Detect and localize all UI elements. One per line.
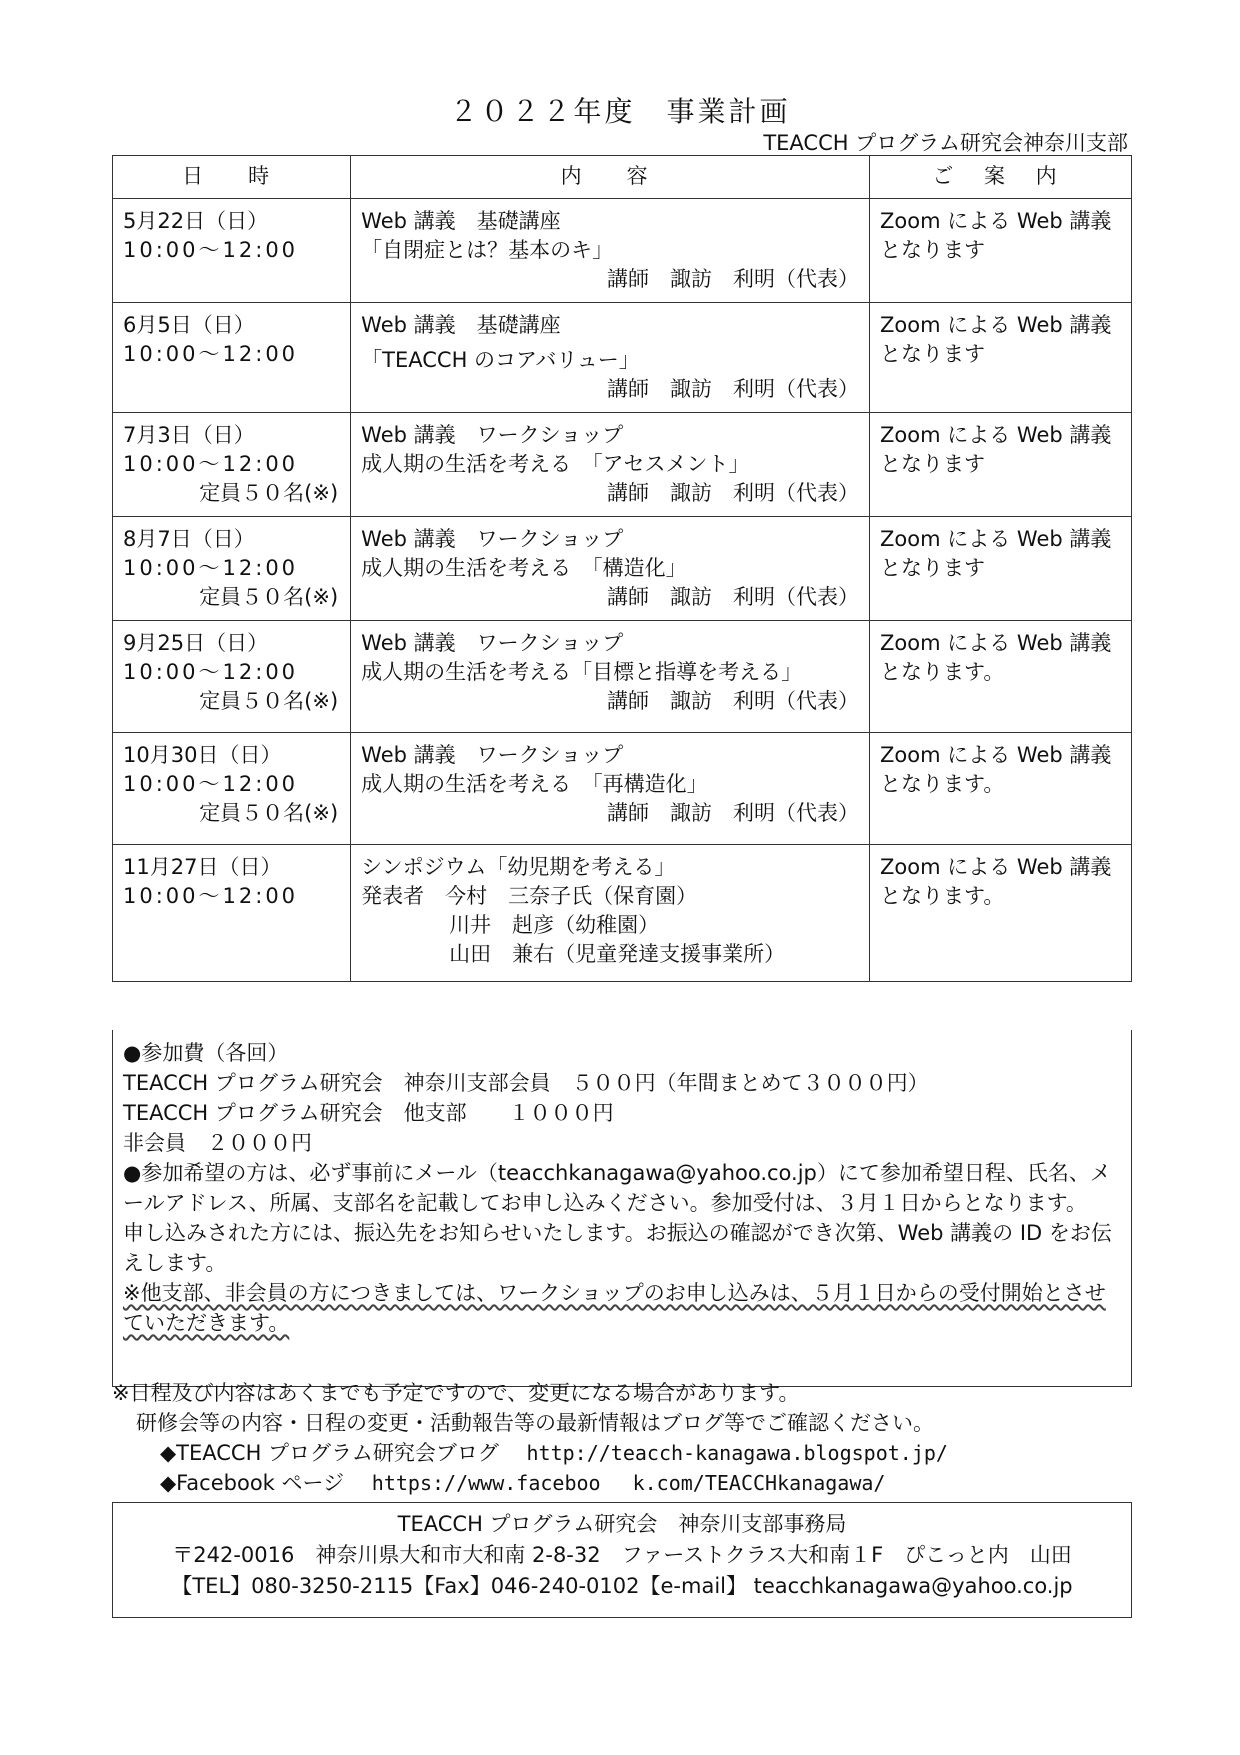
header-datetime: 日 時 (113, 156, 351, 199)
header-content: 内 容 (351, 156, 870, 199)
fee-other-branch: TEACCH プログラム研究会 他支部 １０００円 (123, 1101, 614, 1125)
table-row (113, 303, 1132, 413)
datetime-cell (113, 517, 351, 621)
content-cell (351, 199, 870, 303)
guide-line: となります (880, 342, 986, 366)
content-line: Web 講義 ワークショップ (361, 527, 624, 551)
guide-line: となります。 (880, 884, 1005, 908)
content-line: シンポジウム「幼児期を考える」 (361, 855, 676, 879)
content-line: 成人期の生活を考える 「再構造化」 (361, 772, 708, 796)
date: 9月25日（日） (123, 631, 269, 655)
datetime-cell (113, 199, 351, 303)
content-line: Web 講義 ワークショップ (361, 423, 624, 447)
workshop-note: ※他支部、非会員の方につきましては、ワークショップのお申し込みは、５月１日からの受付開始とさせていただきます。 (123, 1281, 1106, 1335)
guide-line: Zoom による Web 講義 (880, 209, 1112, 233)
date: 7月3日（日） (123, 423, 255, 447)
guide-line: となります。 (880, 772, 1005, 796)
participation-info-box (112, 1030, 1132, 1387)
guide-line: Zoom による Web 講義 (880, 631, 1112, 655)
blog-url-link[interactable]: http://teacch-kanagawa.blogspot.jp/ (526, 1441, 948, 1465)
datetime-cell (113, 621, 351, 733)
table-row (113, 413, 1132, 517)
facebook-link-line (112, 1468, 1132, 1498)
date: 6月5日（日） (123, 313, 255, 337)
lecturer: 講師 諏訪 利明（代表） (607, 585, 860, 609)
guide-cell (870, 413, 1132, 517)
content-line: 成人期の生活を考える 「アセスメント」 (361, 452, 750, 476)
content-cell (351, 303, 870, 413)
guide-line: となります (880, 452, 986, 476)
time: 10:00～12:00 (123, 238, 299, 262)
page-title: ２０２２年度 事業計画 (449, 95, 791, 128)
guide-cell (870, 733, 1132, 845)
notes-section (112, 1378, 1132, 1498)
content-line: Web 講義 ワークショップ (361, 743, 624, 767)
blog-label: ◆TEACCH プログラム研究会ブログ (160, 1441, 499, 1465)
schedule-note: ※日程及び内容はあくまでも予定ですので、変更になる場合があります。 (112, 1381, 800, 1405)
guide-line: Zoom による Web 講義 (880, 423, 1112, 447)
office-address: 〒242-0016 神奈川県大和市大和南 2-8-32 ファーストクラス大和南１F ぴこっと内 山田 (172, 1543, 1072, 1567)
guide-line: となります (880, 238, 986, 262)
blog-link-line (112, 1438, 1132, 1468)
presenter: 山田 兼右（児童発達支援事業所） (449, 942, 786, 966)
content-cell (351, 845, 870, 982)
capacity: 定員５０名(※) (199, 689, 339, 713)
date: 5月22日（日） (123, 209, 269, 233)
guide-line: Zoom による Web 講義 (880, 743, 1112, 767)
content-line: Web 講義 基礎講座 (361, 209, 561, 233)
content-line: Web 講義 基礎講座 (361, 313, 561, 337)
guide-cell (870, 621, 1132, 733)
content-cell (351, 733, 870, 845)
guide-line: Zoom による Web 講義 (880, 527, 1112, 551)
content-line: 「TEACCH のコアバリュー」 (361, 348, 640, 372)
organization-name: TEACCH プログラム研究会神奈川支部 (763, 131, 1128, 155)
table-row (113, 733, 1132, 845)
header-guide: ご 案 内 (870, 156, 1132, 199)
presenter: 川井 赳彦（幼稚園） (449, 913, 660, 937)
datetime-cell (113, 413, 351, 517)
time: 10:00～12:00 (123, 452, 299, 476)
lecturer: 講師 諏訪 利明（代表） (607, 481, 860, 505)
capacity: 定員５０名(※) (199, 801, 339, 825)
content-line: 成人期の生活を考える「目標と指導を考える」 (361, 660, 803, 684)
date: 10月30日（日） (123, 743, 282, 767)
time: 10:00～12:00 (123, 884, 299, 908)
content-line: Web 講義 ワークショップ (361, 631, 624, 655)
lecturer: 講師 諏訪 利明（代表） (607, 689, 860, 713)
time: 10:00～12:00 (123, 660, 299, 684)
content-cell (351, 621, 870, 733)
contact-footer-box (112, 1502, 1132, 1618)
guide-line: となります (880, 556, 986, 580)
fee-member: TEACCH プログラム研究会 神奈川支部会員 ５００円（年間まとめて３０００円） (123, 1071, 929, 1095)
date: 8月7日（日） (123, 527, 255, 551)
content-cell (351, 413, 870, 517)
guide-line: Zoom による Web 講義 (880, 313, 1112, 337)
lecturer: 講師 諏訪 利明（代表） (607, 377, 860, 401)
time: 10:00～12:00 (123, 556, 299, 580)
guide-line: Zoom による Web 講義 (880, 855, 1112, 879)
guide-cell (870, 199, 1132, 303)
date: 11月27日（日） (123, 855, 282, 879)
content-line: 成人期の生活を考える 「構造化」 (361, 556, 687, 580)
fee-heading: ●参加費（各回） (123, 1041, 289, 1065)
guide-line: となります。 (880, 660, 1005, 684)
facebook-label: ◆Facebook ページ (160, 1471, 345, 1495)
content-line: 発表者 今村 三奈子氏（保育園） (361, 884, 698, 908)
content-cell (351, 517, 870, 621)
table-row (113, 199, 1132, 303)
datetime-cell (113, 845, 351, 982)
datetime-cell (113, 303, 351, 413)
guide-cell (870, 303, 1132, 413)
table-row (113, 517, 1132, 621)
table-header-row (113, 156, 1132, 199)
guide-cell (870, 517, 1132, 621)
office-name: TEACCH プログラム研究会 神奈川支部事務局 (397, 1512, 847, 1536)
lecturer: 講師 諏訪 利明（代表） (607, 267, 860, 291)
time: 10:00～12:00 (123, 772, 299, 796)
guide-cell (870, 845, 1132, 982)
application-instructions: ●参加希望の方は、必ず事前にメール（teacchkanagawa@yahoo.co.jp）にて参加希望日程、氏名、メールアドレス、所属、支部名を記載してお申し込みください。参加受付は、３月１日からとなります。 (123, 1161, 1111, 1215)
lecturer: 講師 諏訪 利明（代表） (607, 801, 860, 825)
datetime-cell (113, 733, 351, 845)
fee-nonmember: 非会員 ２０００円 (123, 1131, 312, 1155)
capacity: 定員５０名(※) (199, 481, 339, 505)
update-note: 研修会等の内容・日程の変更・活動報告等の最新情報はブログ等でご確認ください。 (136, 1411, 934, 1435)
facebook-url-link[interactable]: https://www.faceboo k.com/TEACCHkanagawa/ (371, 1471, 886, 1495)
capacity: 定員５０名(※) (199, 585, 339, 609)
transfer-instructions: 申し込みされた方には、振込先をお知らせいたします。お振込の確認ができ次第、Web 講義の ID をお伝えします。 (123, 1221, 1112, 1275)
office-contact: 【TEL】080-3250-2115【Fax】046-240-0102【e-mail】 teacchkanagawa@yahoo.co.jp (171, 1574, 1073, 1598)
content-line: 「自閉症とは？基本のキ」 (361, 238, 614, 262)
table-row (113, 621, 1132, 733)
schedule-table (112, 155, 1132, 982)
time: 10:00～12:00 (123, 342, 299, 366)
table-row (113, 845, 1132, 982)
